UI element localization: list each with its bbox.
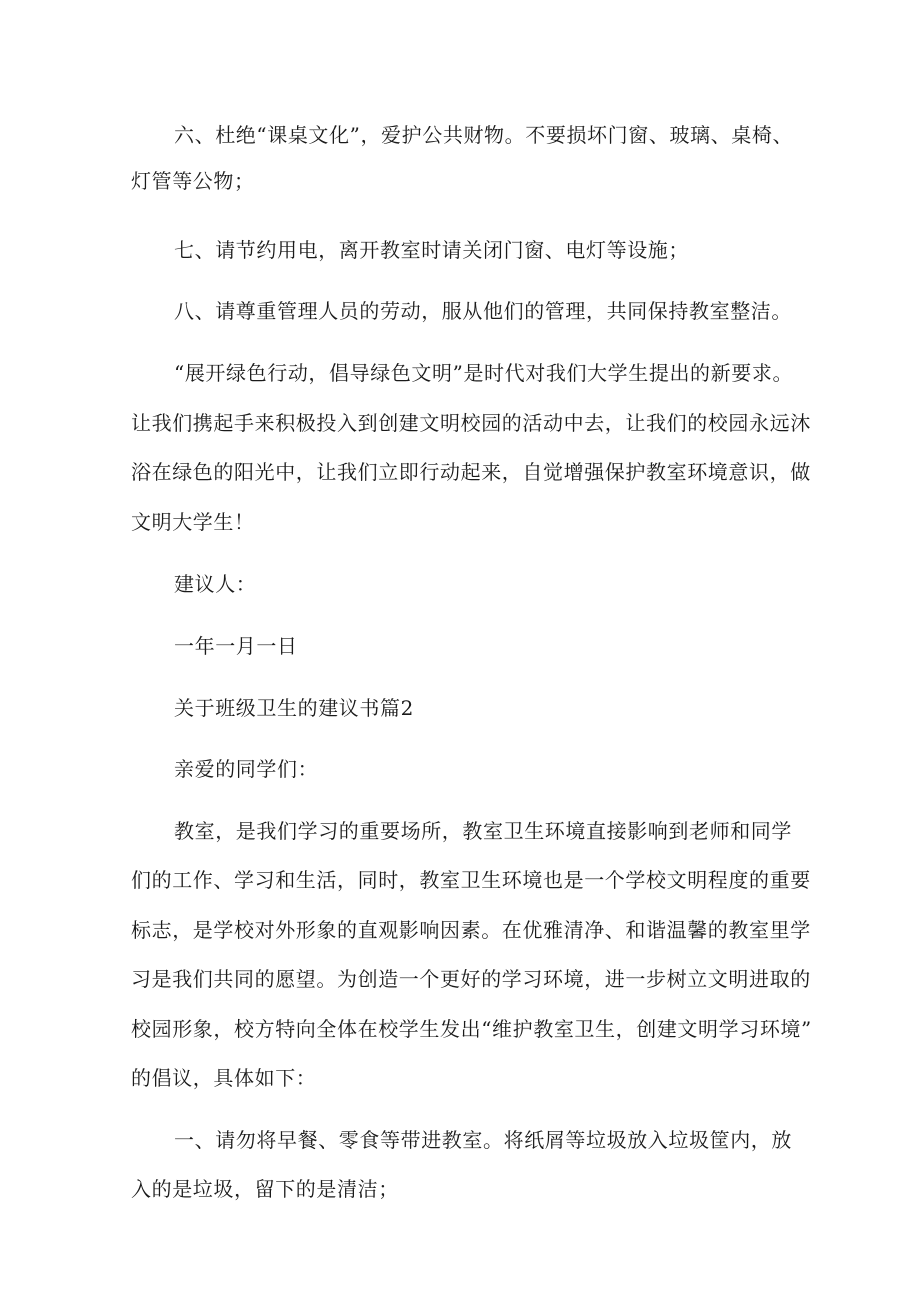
text-line: 文明大学生！ — [131, 510, 255, 534]
text-line: 一、请勿将早餐、零食等带进教室。将纸屑等垃圾放入垃圾筐内，放 — [174, 1128, 792, 1152]
text-line: 入的是垃圾，留下的是清洁； — [131, 1177, 399, 1201]
text-line: 的倡议，具体如下： — [131, 1066, 317, 1090]
text-line: 习是我们共同的愿望。为创造一个更好的学习环境，进一步树立文明进取的 — [131, 967, 811, 991]
text-line: 校园形象，校方特向全体在校学生发出“维护教室卫生，创建文明学习环境” — [131, 1017, 812, 1041]
text-line: 六、杜绝“课桌文化”，爱护公共财物。不要损坏门窗、玻璃、桌椅、 — [174, 123, 794, 147]
text-line: 八、请尊重管理人员的劳动，服从他们的管理，共同保持教室整洁。 — [174, 299, 792, 323]
text-line: 建议人： — [174, 572, 257, 596]
text-line: 亲爱的同学们： — [174, 757, 319, 781]
text-line: 一年一月一日 — [174, 634, 298, 658]
text-line: 浴在绿色的阳光中，让我们立即行动起来，自觉增强保护教室环境意识，做 — [131, 460, 811, 484]
text-line: 标志，是学校对外形象的直观影响因素。在优雅清净、和谐温馨的教室里学 — [131, 918, 811, 942]
section-heading: 关于班级卫生的建议书篇2 — [174, 696, 414, 720]
text-line: 教室，是我们学习的重要场所，教室卫生环境直接影响到老师和同学 — [174, 819, 792, 843]
text-line: 灯管等公物； — [131, 169, 255, 193]
text-line: 七、请节约用电，离开教室时请关闭门窗、电灯等设施； — [174, 238, 689, 262]
text-line: “展开绿色行动，倡导绿色文明”是时代对我们大学生提出的新要求。 — [174, 361, 794, 385]
text-line: 让我们携起手来积极投入到创建文明校园的活动中去，让我们的校园永远沐 — [131, 411, 811, 435]
text-line: 们的工作、学习和生活，同时，教室卫生环境也是一个学校文明程度的重要 — [131, 868, 811, 892]
